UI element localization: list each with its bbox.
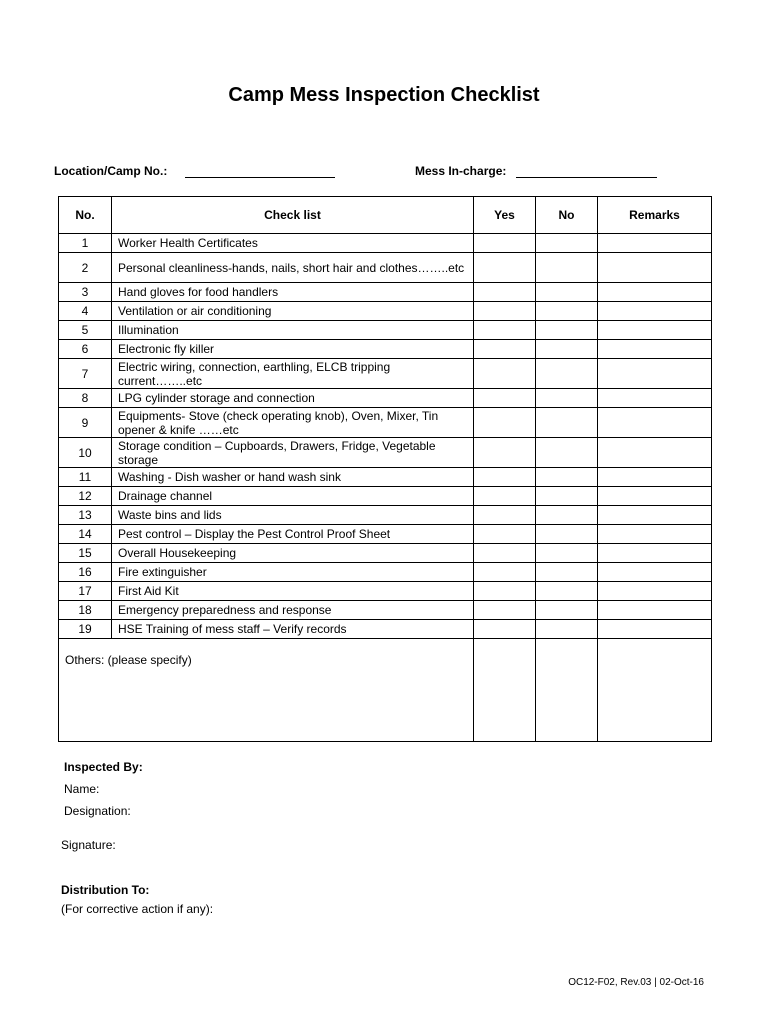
table-row <box>59 302 712 321</box>
no-cell[interactable] <box>536 438 598 468</box>
checklist-item: LPG cylinder storage and connection <box>112 389 474 408</box>
table-row <box>59 321 712 340</box>
distribution-to-label: Distribution To: <box>61 883 150 897</box>
remarks-cell[interactable] <box>598 506 712 525</box>
table-row <box>59 234 712 253</box>
table-row <box>59 438 712 468</box>
remarks-cell[interactable] <box>598 302 712 321</box>
remarks-cell[interactable] <box>598 283 712 302</box>
others-no-cell[interactable] <box>536 639 598 742</box>
no-cell[interactable] <box>536 389 598 408</box>
checklist-item: Ventilation or air conditioning <box>112 302 474 321</box>
remarks-cell[interactable] <box>598 468 712 487</box>
table-row <box>59 544 712 563</box>
table-row <box>59 620 712 639</box>
table-row <box>59 506 712 525</box>
yes-cell[interactable] <box>474 601 536 620</box>
no-cell[interactable] <box>536 563 598 582</box>
no-cell[interactable] <box>536 506 598 525</box>
remarks-cell[interactable] <box>598 340 712 359</box>
others-row <box>59 639 712 742</box>
checklist-table <box>58 196 712 742</box>
no-cell[interactable] <box>536 601 598 620</box>
row-number: 10 <box>59 438 112 468</box>
checklist-item: Electronic fly killer <box>112 340 474 359</box>
row-number: 1 <box>59 234 112 253</box>
row-number: 3 <box>59 283 112 302</box>
no-cell[interactable] <box>536 302 598 321</box>
checklist-item: Electric wiring, connection, earthling, ELCB tripping current……..etc <box>112 359 474 389</box>
no-cell[interactable] <box>536 234 598 253</box>
no-cell[interactable] <box>536 525 598 544</box>
remarks-cell[interactable] <box>598 525 712 544</box>
mess-incharge-label: Mess In-charge: <box>415 164 507 178</box>
table-row <box>59 340 712 359</box>
yes-cell[interactable] <box>474 253 536 283</box>
page-title: Camp Mess Inspection Checklist <box>228 84 540 106</box>
remarks-cell[interactable] <box>598 563 712 582</box>
no-cell[interactable] <box>536 468 598 487</box>
row-number: 8 <box>59 389 112 408</box>
remarks-cell[interactable] <box>598 544 712 563</box>
yes-cell[interactable] <box>474 340 536 359</box>
row-number: 15 <box>59 544 112 563</box>
row-number: 2 <box>59 253 112 283</box>
no-cell[interactable] <box>536 340 598 359</box>
table-row <box>59 525 712 544</box>
remarks-cell[interactable] <box>598 253 712 283</box>
yes-cell[interactable] <box>474 359 536 389</box>
checklist-item: Personal cleanliness-hands, nails, short hair and clothes……..etc <box>112 253 474 283</box>
remarks-cell[interactable] <box>598 321 712 340</box>
yes-cell[interactable] <box>474 563 536 582</box>
no-cell[interactable] <box>536 359 598 389</box>
no-cell[interactable] <box>536 544 598 563</box>
location-camp-label: Location/Camp No.: <box>54 164 168 178</box>
others-yes-cell[interactable] <box>474 639 536 742</box>
row-number: 6 <box>59 340 112 359</box>
remarks-cell[interactable] <box>598 359 712 389</box>
checklist-item: Worker Health Certificates <box>112 234 474 253</box>
row-number: 12 <box>59 487 112 506</box>
mess-incharge-field[interactable] <box>516 177 657 178</box>
checklist-item: Storage condition – Cupboards, Drawers, Fridge, Vegetable storage <box>112 438 474 468</box>
row-number: 17 <box>59 582 112 601</box>
yes-cell[interactable] <box>474 544 536 563</box>
table-row <box>59 389 712 408</box>
table-header-row <box>59 197 712 234</box>
no-cell[interactable] <box>536 321 598 340</box>
row-number: 16 <box>59 563 112 582</box>
document-reference: OC12-F02, Rev.03 | 02-Oct-16 <box>568 977 704 988</box>
location-camp-field[interactable] <box>185 177 335 178</box>
yes-cell[interactable] <box>474 525 536 544</box>
checklist-item: Hand gloves for food handlers <box>112 283 474 302</box>
row-number: 19 <box>59 620 112 639</box>
row-number: 13 <box>59 506 112 525</box>
table-row <box>59 487 712 506</box>
yes-cell[interactable] <box>474 620 536 639</box>
yes-cell[interactable] <box>474 468 536 487</box>
remarks-cell[interactable] <box>598 601 712 620</box>
header-remarks: Remarks <box>598 197 712 234</box>
yes-cell[interactable] <box>474 408 536 438</box>
checklist-item: Illumination <box>112 321 474 340</box>
checklist-item: Emergency preparedness and response <box>112 601 474 620</box>
table-row <box>59 601 712 620</box>
remarks-cell[interactable] <box>598 620 712 639</box>
header-yes: Yes <box>474 197 536 234</box>
others-label: Others: (please specify) <box>59 639 474 742</box>
table-row <box>59 468 712 487</box>
yes-cell[interactable] <box>474 283 536 302</box>
yes-cell[interactable] <box>474 438 536 468</box>
yes-cell[interactable] <box>474 582 536 601</box>
checklist-item: Waste bins and lids <box>112 506 474 525</box>
checklist-item: Drainage channel <box>112 487 474 506</box>
remarks-cell[interactable] <box>598 438 712 468</box>
row-number: 4 <box>59 302 112 321</box>
no-cell[interactable] <box>536 582 598 601</box>
header-no-column: No <box>536 197 598 234</box>
row-number: 14 <box>59 525 112 544</box>
no-cell[interactable] <box>536 253 598 283</box>
checklist-item: Fire extinguisher <box>112 563 474 582</box>
table-row <box>59 359 712 389</box>
table-row <box>59 582 712 601</box>
header-checklist: Check list <box>112 197 474 234</box>
signature-label: Signature: <box>61 838 116 852</box>
remarks-cell[interactable] <box>598 582 712 601</box>
checklist-item: Overall Housekeeping <box>112 544 474 563</box>
header-no: No. <box>59 197 112 234</box>
name-label: Name: <box>64 782 100 796</box>
no-cell[interactable] <box>536 620 598 639</box>
row-number: 11 <box>59 468 112 487</box>
row-number: 5 <box>59 321 112 340</box>
remarks-cell[interactable] <box>598 487 712 506</box>
yes-cell[interactable] <box>474 487 536 506</box>
no-cell[interactable] <box>536 408 598 438</box>
row-number: 18 <box>59 601 112 620</box>
remarks-cell[interactable] <box>598 389 712 408</box>
table-row <box>59 408 712 438</box>
no-cell[interactable] <box>536 283 598 302</box>
yes-cell[interactable] <box>474 234 536 253</box>
yes-cell[interactable] <box>474 506 536 525</box>
table-row <box>59 563 712 582</box>
yes-cell[interactable] <box>474 302 536 321</box>
row-number: 7 <box>59 359 112 389</box>
others-remarks-cell[interactable] <box>598 639 712 742</box>
row-number: 9 <box>59 408 112 438</box>
remarks-cell[interactable] <box>598 408 712 438</box>
table-row <box>59 253 712 283</box>
designation-label: Designation: <box>64 804 131 818</box>
checklist-item: HSE Training of mess staff – Verify records <box>112 620 474 639</box>
remarks-cell[interactable] <box>598 234 712 253</box>
corrective-action-note: (For corrective action if any): <box>61 902 214 916</box>
checklist-item: Pest control – Display the Pest Control Proof Sheet <box>112 525 474 544</box>
yes-cell[interactable] <box>474 321 536 340</box>
no-cell[interactable] <box>536 487 598 506</box>
inspected-by-label: Inspected By: <box>64 760 143 774</box>
checklist-item: Equipments- Stove (check operating knob), Oven, Mixer, Tin opener & knife ……etc <box>112 408 474 438</box>
table-row <box>59 283 712 302</box>
checklist-item: Washing - Dish washer or hand wash sink <box>112 468 474 487</box>
yes-cell[interactable] <box>474 389 536 408</box>
checklist-item: First Aid Kit <box>112 582 474 601</box>
